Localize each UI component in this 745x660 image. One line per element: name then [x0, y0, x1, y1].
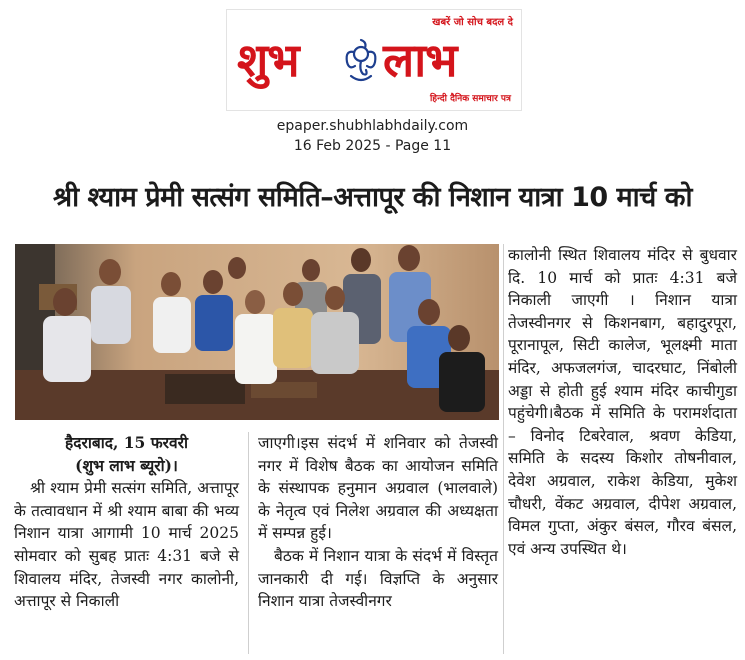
- article-column-1-text: श्री श्याम प्रेमी सत्संग समिति, अत्तापूर के तत्वावधान में श्री श्याम बाबा की भव्य निशान यात्रा आगामी 10 मार्च 2025 सोमवार को सुबह प्रातः 4:31 बजे से शिवालय मंदिर, तेजस्वी नगर कालोनी, अत्तापूर से निकाली: [14, 479, 239, 611]
- article-column-2-para-2: बैठक में निशान यात्रा के संदर्भ में विस्तृत जानकारी दी गई। विज्ञप्ति के अनुसार निशान यात्रा तेजस्वीनगर: [258, 546, 498, 611]
- article-column-1: [14, 432, 239, 613]
- article-bureau: (शुभ लाभ ब्यूरो)।: [75, 455, 178, 475]
- article-dateline: हैदराबाद, 15 फरवरी: [65, 433, 188, 452]
- epaper-url[interactable]: epaper.shubhlabhdaily.com: [276, 118, 469, 134]
- publish-date-page: 16 Feb 2025 - Page 11: [293, 138, 452, 154]
- article-column-3-text: कालोनी स्थित शिवालय मंदिर से बुधवार दि. 10 मार्च को प्रातः 4:31 बजे निकाली जाएगी । निशान यात्रा तेजस्वीनगर से किशनबाग, बहादुरपूरा, पूरानापूल, सिटी कालेज, भूलक्ष्मी माता मंदिर, अफजलगंज, चादरघाट, निंबोली अड्डा से होती हुई श्याम मंदिर काचीगुडा पहुंचेगी।बैठक में समिति के परामर्शदाता – विनोद टिबरेवाल, श्रवण केडिया, समिति के सदस्य किशोर तोषनीवाल, देवेश अग्रवाल, राकेश केडिया, मुकेश चौधरी, वेंकट अग्रवाल, दीपेश अग्रवाल, विमल गुप्ता, अंकुर बंसल, गौरव बंसल, एवं अन्य उपस्थित थे।: [508, 246, 737, 558]
- newspaper-logo: [233, 30, 515, 90]
- group-photo: [15, 244, 499, 420]
- logo-text-shubh: शुभ: [237, 33, 299, 87]
- article-column-2-para-1: जाएगी।इस संदर्भ में शनिवार को तेजस्वी नगर में विशेष बैठक का आयोजन समिति के संस्थापक हनुमान अग्रवाल (भालवाले) के नेतृत्व एवं निलेश अग्रवाल की अध्यक्षता में सम्पन्न हुई।: [258, 434, 498, 543]
- column-divider-1: [248, 432, 249, 654]
- masthead-tagline: खबरें जो सोच बदल दे: [432, 17, 513, 28]
- column-divider-2: [503, 244, 504, 654]
- article-column-2: [258, 432, 498, 613]
- masthead-subtitle: हिन्दी दैनिक समाचार पत्र: [429, 94, 511, 104]
- article-headline: श्री श्याम प्रेमी सत्संग समिति–अत्तापूर की निशान यात्रा 10 मार्च को: [53, 182, 692, 213]
- article-column-3: [508, 244, 737, 560]
- logo-text-labh: लाभ: [383, 33, 457, 87]
- masthead: [226, 9, 522, 111]
- group-photo-image: [15, 244, 499, 420]
- ganesh-icon: [341, 36, 381, 86]
